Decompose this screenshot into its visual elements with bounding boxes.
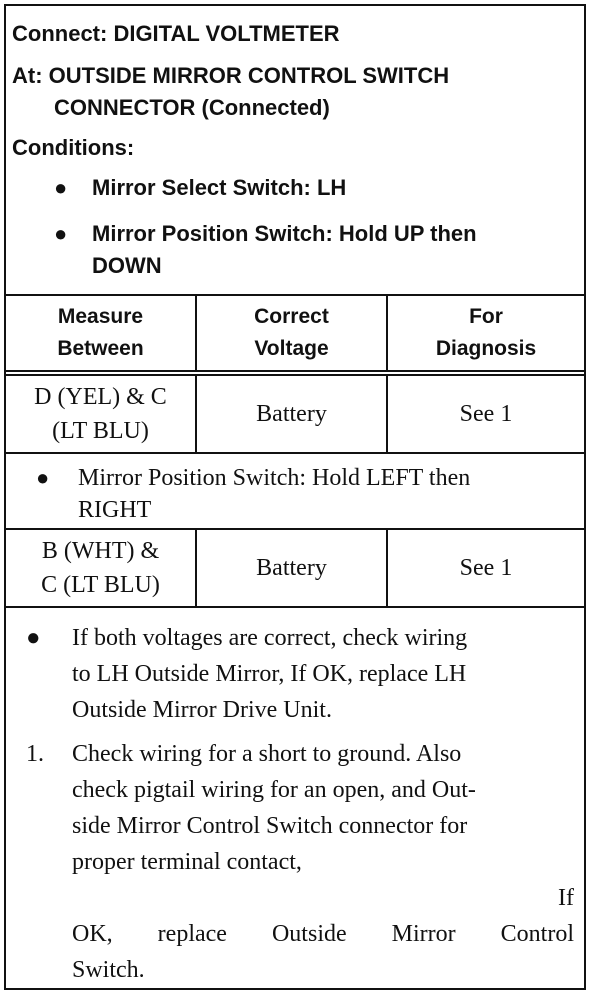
note-line: If both voltages are correct, check wiring <box>72 625 468 651</box>
note-number: 1. <box>26 741 44 767</box>
note-line: proper terminal contact, <box>72 849 302 875</box>
diagnosis-cell: See 1 <box>459 555 513 581</box>
numbered-note <box>12 736 578 988</box>
note-line: to LH Outside Mirror, If OK, replace LH <box>72 661 467 687</box>
note-line: OK, replace Outside Mirror Control <box>72 921 574 947</box>
column-header-measure <box>6 296 197 370</box>
column-header-diagnosis <box>388 296 584 370</box>
column-header-line: Measure <box>57 305 144 328</box>
condition-text-line: RIGHT <box>78 497 152 523</box>
condition-text-line: DOWN <box>92 253 162 278</box>
condition-text-line: Mirror Position Switch: Hold UP then <box>92 221 477 246</box>
column-header-voltage <box>197 296 388 370</box>
table-condition-row <box>6 454 584 530</box>
measure-cell <box>6 376 197 452</box>
note-line: Check wiring for a short to ground. Also <box>72 741 462 767</box>
bullet-icon: ● <box>54 221 68 246</box>
diagnostic-test-box <box>4 4 586 990</box>
column-header-line: Correct <box>254 305 329 328</box>
bullet-icon: ● <box>36 465 50 490</box>
voltage-cell: Battery <box>197 530 388 606</box>
column-header-line: For <box>469 305 503 328</box>
note-text <box>72 620 578 728</box>
condition-text-line: Mirror Position Switch: Hold LEFT then <box>78 465 471 491</box>
condition-text <box>78 462 584 526</box>
measure-line: (LT BLU) <box>52 418 149 444</box>
measure-line: B (WHT) & <box>41 538 160 564</box>
note-line: check pigtail wiring for an open, and Out- <box>72 777 476 803</box>
bullet-note <box>12 620 578 728</box>
at-line: At: OUTSIDE MIRROR CONTROL SWITCH <box>12 63 450 88</box>
column-header-line: Voltage <box>254 337 329 360</box>
diagnosis-cell: See 1 <box>459 401 513 427</box>
note-line: side Mirror Control Switch connector for <box>72 813 468 839</box>
measure-line: C (LT BLU) <box>41 572 160 598</box>
column-header-line: Diagnosis <box>435 337 537 360</box>
condition-item <box>12 172 578 204</box>
table-row <box>6 530 584 608</box>
test-header <box>6 6 584 296</box>
table-row <box>6 376 584 454</box>
note-line: Outside Mirror Drive Unit. <box>72 697 332 723</box>
note-line: If <box>558 885 574 911</box>
bullet-icon: ● <box>26 625 41 651</box>
notes-section <box>6 608 584 988</box>
column-header-line: Between <box>57 337 144 360</box>
condition-text: Mirror Select Switch: LH <box>92 175 347 200</box>
table-header <box>6 296 584 376</box>
at-line-continued: CONNECTOR (Connected) <box>54 95 330 120</box>
note-text <box>72 736 578 988</box>
bullet-icon: ● <box>54 175 68 200</box>
conditions-label: Conditions: <box>12 135 135 160</box>
condition-item <box>12 218 578 282</box>
note-line: Switch. <box>72 957 145 983</box>
connect-line: Connect: DIGITAL VOLTMETER <box>12 21 340 46</box>
voltage-cell: Battery <box>197 376 388 452</box>
condition-text <box>92 218 578 282</box>
measure-cell <box>6 530 197 606</box>
measure-line: D (YEL) & C <box>34 384 167 410</box>
